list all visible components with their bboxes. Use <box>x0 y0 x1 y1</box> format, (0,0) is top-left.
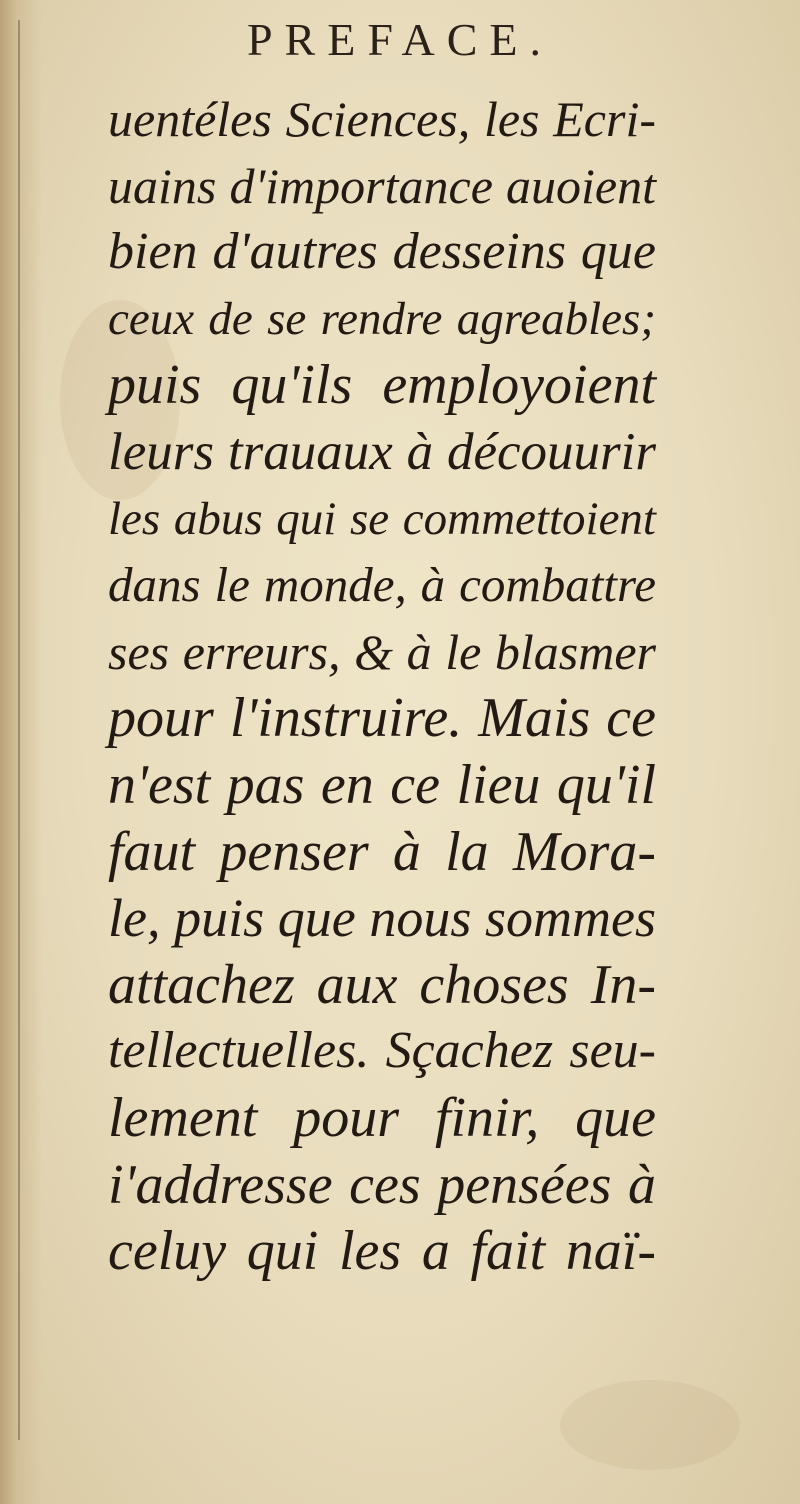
text-line: le, puis que nous sommes <box>108 888 656 949</box>
running-head-container <box>0 10 800 70</box>
text-line: i'addresse ces pensées à <box>108 1153 656 1216</box>
text-line: celuy qui les a fait naï- <box>108 1220 656 1283</box>
text-line: les abus qui se commettoient <box>108 492 656 545</box>
page-binding-edge <box>0 0 42 1504</box>
text-block <box>108 86 656 1285</box>
text-line: ses erreurs, & à le blasmer <box>108 623 656 680</box>
text-line: tellectuelles. Sçachez seu- <box>108 1022 656 1080</box>
text-line: ceux de se rendre agreables; <box>108 292 656 345</box>
text-line: n'est pas en ce lieu qu'il <box>108 753 656 816</box>
text-line: puis qu'ils employoient <box>108 354 656 417</box>
text-line: lement pour finir, que <box>108 1086 656 1149</box>
text-line: bien d'autres desseins que <box>108 223 656 281</box>
text-line: leurs trauaux à découurir <box>108 422 656 481</box>
text-line: pour l'instruire. Mais ce <box>108 687 656 750</box>
binding-shadow-line <box>18 20 20 1440</box>
text-line: attachez aux choses In- <box>108 953 656 1016</box>
paper-stain <box>560 1380 740 1470</box>
text-line: uentéles Sciences, les Ecri- <box>108 91 656 147</box>
text-line: faut penser à la Mora- <box>108 820 656 883</box>
running-head: PREFACE. <box>246 14 554 65</box>
text-line: uains d'importance auoient <box>108 157 656 214</box>
text-line: dans le monde, à combattre <box>108 557 656 613</box>
